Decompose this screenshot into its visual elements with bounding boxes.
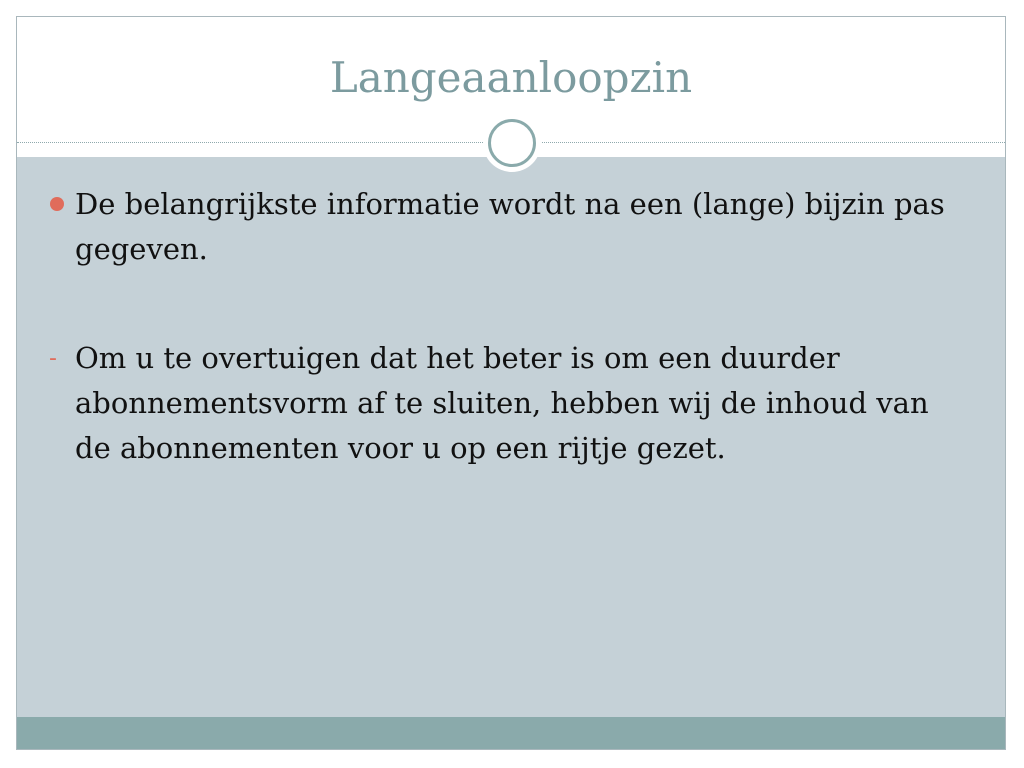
bullet-text: Om u te overtuigen dat het beter is om een duurder abonnementsvorm af te sluiten, hebben wij de inhoud van de abonnementen voor u op een rijtje gezet. xyxy=(75,341,929,465)
list-item xyxy=(47,336,947,471)
dash-marker: - xyxy=(49,346,57,371)
slide-title: Langeaanloopzin xyxy=(329,53,693,102)
circle-ornament-icon xyxy=(488,119,536,167)
bullet-dot-icon xyxy=(50,197,64,211)
slide xyxy=(16,16,1006,750)
bullet-list xyxy=(47,182,947,471)
bullet-text: De belangrijkste informatie wordt na een (lange) bijzin pas gegeven. xyxy=(75,187,945,266)
footer-band xyxy=(17,717,1005,750)
list-item xyxy=(47,182,947,272)
